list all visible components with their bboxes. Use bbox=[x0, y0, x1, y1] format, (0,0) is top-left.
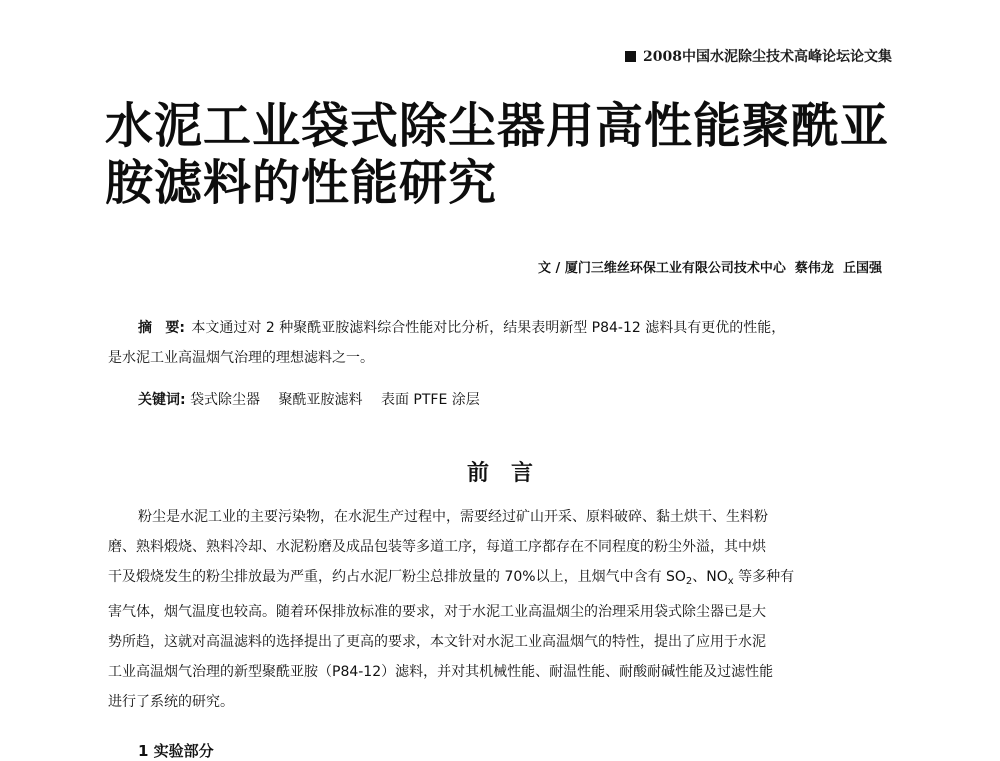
abstract-label: 要: bbox=[165, 320, 185, 336]
square-bullet-icon bbox=[625, 51, 636, 62]
body-line: 进行了系统的研究。 bbox=[108, 694, 234, 710]
body-line: 工业高温烟气治理的新型聚酰亚胺（P84-12）滤料，并对其机械性能、耐温性能、耐酸耐碱性能及过滤性能 bbox=[108, 664, 774, 680]
author-name: 蔡伟龙 bbox=[794, 261, 834, 276]
subscript: 2 bbox=[685, 576, 693, 587]
abstract bbox=[108, 313, 908, 373]
paper-title bbox=[105, 98, 925, 212]
body-line: 粉尘是水泥工业的主要污染物，在水泥生产过程中，需要经过矿山开采、原料破碎、黏土烘干、生料粉 bbox=[138, 509, 768, 525]
keyword-item: 聚酰亚胺滤料 bbox=[278, 392, 363, 408]
abstract-text: 是水泥工业高温烟气治理的理想滤料之一。 bbox=[108, 350, 374, 366]
body-line: 势所趋，这就对高温滤料的选择提出了更高的要求，本文针对水泥工业高温烟气的特性，提出了应用于水泥 bbox=[108, 634, 766, 650]
keyword-item: 表面 PTFE 涂层 bbox=[380, 392, 480, 408]
body-line: 害气体，烟气温度也较高。随着环保排放标准的要求，对于水泥工业高温烟尘的治理采用袋式除尘器已是大 bbox=[108, 604, 766, 620]
abstract-label: 摘 bbox=[138, 320, 152, 336]
keywords-label: 关键词: bbox=[138, 392, 186, 408]
body-paragraph bbox=[108, 502, 908, 717]
paper-title-line-2: 胺滤料的性能研究 bbox=[105, 155, 498, 211]
proceedings-title: 2008中国水泥除尘技术高峰论坛论文集 bbox=[643, 49, 892, 65]
byline-prefix: 文 / bbox=[538, 261, 561, 276]
abstract-line bbox=[108, 313, 908, 343]
keyword-item: 袋式除尘器 bbox=[190, 392, 261, 408]
section-heading-preface: 前言 bbox=[466, 461, 555, 486]
proceedings-header bbox=[625, 46, 892, 66]
subscript: x bbox=[727, 576, 734, 587]
byline bbox=[538, 257, 882, 276]
subsection-heading: 1 实验部分 bbox=[138, 742, 214, 760]
abstract-text: 本文通过对 2 种聚酰亚胺滤料综合性能对比分析，结果表明新型 P84-12 滤料具有更优的性能， bbox=[191, 320, 786, 336]
author-name: 丘国强 bbox=[842, 261, 882, 276]
body-line: 干及煅烧发生的粉尘排放最为严重，约占水泥厂粉尘总排放量的 70%以上，且烟气中含有 $SO_2$、$NO_x$ 等多种有 bbox=[108, 569, 795, 587]
author-affiliation: 厦门三维丝环保工业有限公司技术中心 bbox=[564, 261, 786, 276]
paper-title-line-1: 水泥工业袋式除尘器用高性能聚酰亚 bbox=[105, 98, 890, 154]
keywords bbox=[138, 389, 494, 409]
body-line: 磨、熟料煅烧、熟料冷却、水泥粉磨及成品包装等多道工序，每道工序都存在不同程度的粉尘外溢，其中烘 bbox=[108, 539, 766, 555]
